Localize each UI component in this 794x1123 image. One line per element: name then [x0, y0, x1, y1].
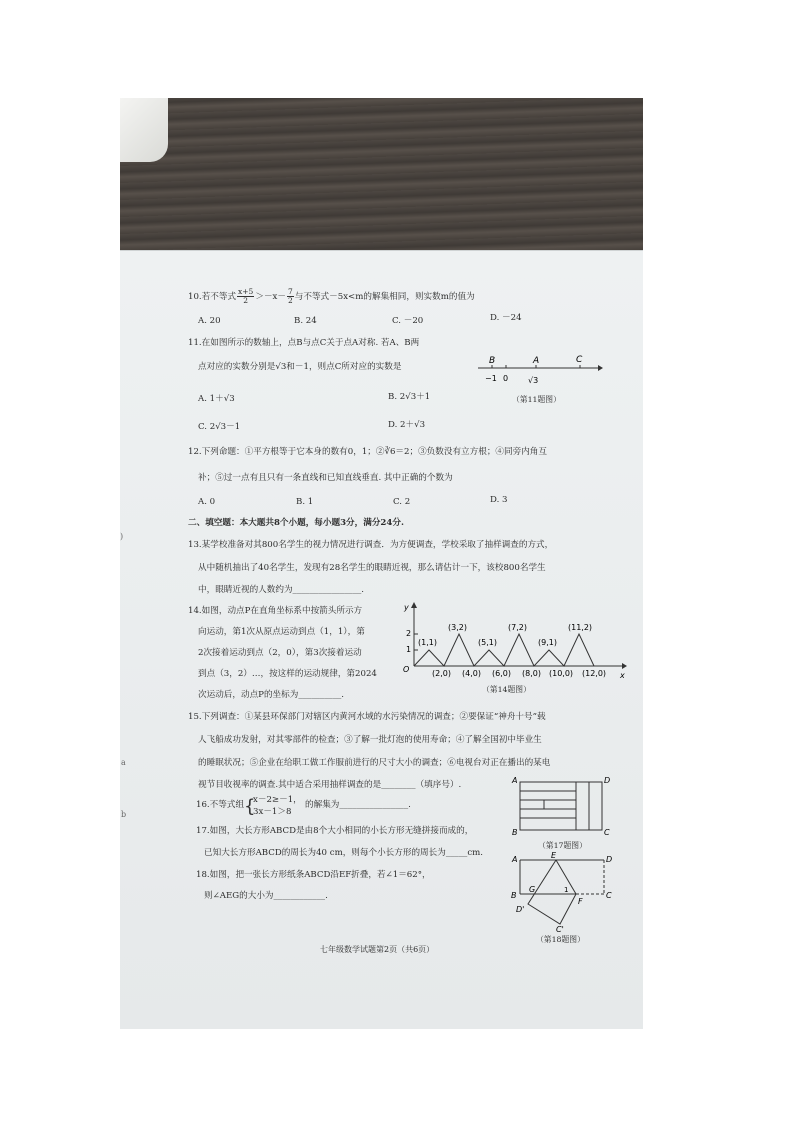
y-axis-arrow: [411, 602, 417, 608]
label-d: D: [604, 776, 611, 785]
q17-rectangle-figure: [506, 774, 614, 840]
q16-inequality-1: x－2≥－1，: [253, 795, 302, 805]
origin-label: O: [403, 665, 410, 674]
q16-brace: {: [244, 796, 256, 817]
margin-mark-b: b: [121, 810, 127, 819]
label-f: F: [578, 897, 583, 906]
margin-mark-a: a: [121, 758, 126, 767]
zigzag-path: [414, 634, 594, 666]
peak-label-5: (9,1): [538, 638, 557, 647]
q13-line-3: 中，眼睛近视的人数约为________________.: [198, 585, 365, 595]
q11-option-c: C. 2√3－1: [198, 422, 241, 432]
bottom-label-3: (6,0): [492, 669, 511, 678]
q10-fraction-1: [237, 288, 254, 305]
q16-inequality-2: 3x－1＞8: [253, 807, 292, 817]
bottom-label-1: (2,0): [432, 669, 451, 678]
q10-post: 与不等式－5x<m的解集相同，则实数m的值为: [294, 292, 475, 302]
q10-option-c: C. －20: [392, 316, 424, 326]
tissue-corner: [120, 98, 168, 162]
page-footer: 七年级数学试题第2页（共6页）: [320, 945, 435, 954]
q10-pre: 10.若不等式: [188, 292, 237, 302]
q15-line-1: 15.下列调查：①某县环保部门对辖区内黄河水域的水污染情况的调查；②要保证“神舟十号”载: [188, 712, 546, 722]
tick-label-zero: 0: [503, 374, 509, 383]
q16-post: 的解集为________________.: [305, 800, 411, 810]
q11-number-line-figure: [470, 350, 605, 390]
q18-caption: （第18题图）: [536, 935, 585, 944]
q15-line-4: 视节目收视率的调查.其中适合采用抽样调查的是________（填序号）.: [198, 780, 462, 790]
q16-pre: 16.不等式组: [196, 800, 245, 810]
point-c-label: C: [576, 355, 583, 365]
label-b: B: [512, 828, 518, 837]
q17-caption: （第17题图）: [538, 841, 587, 850]
label-e: E: [551, 851, 557, 860]
tick-label-sqrt3: √3: [528, 376, 539, 385]
q12-option-c: C. 2: [393, 497, 411, 507]
margin-mark-paren: ): [120, 532, 124, 541]
bottom-label-4: (8,0): [522, 669, 541, 678]
q10-mid: ＞－x－: [255, 292, 286, 302]
q13-line-1: 13.某学校准备对其800名学生的视力情况进行调查．为方便调查，学校采取了抽样调查的方式，: [188, 540, 554, 550]
q10-fraction-2: [287, 288, 294, 305]
q11-line-1: 11.在如图所示的数轴上，点B与点C关于点A对称. 若A、B两: [188, 338, 420, 348]
y-tick-two: 2: [406, 629, 412, 638]
y-tick-one: 1: [406, 645, 412, 654]
q14-line-4: 到点（3，2）…，按这样的运动规律，第2024: [198, 669, 377, 679]
q15-line-2: 人飞船成功发射，对其零部件的检查；③了解一批灯泡的使用寿命；④了解全国初中毕业生: [198, 735, 542, 745]
label-d: D: [606, 855, 613, 864]
y-axis-label: y: [404, 603, 409, 612]
bottom-label-5: (10,0): [549, 669, 574, 678]
q10-frac2-num: 7: [287, 287, 293, 296]
q12-option-d: D. 3: [490, 495, 508, 505]
q14-line-2: 向运动，第1次从原点运动到点（1，1），第: [198, 627, 365, 637]
point-b-label: B: [489, 356, 496, 366]
q14-zigzag-figure: [398, 600, 628, 684]
label-angle-1: 1: [564, 886, 569, 894]
q17-line-1: 17.如图，大长方形ABCD是由8个大小相同的小长方形无缝拼接而成的，: [196, 826, 474, 836]
label-c-prime: C': [556, 925, 564, 934]
label-d-prime: D': [516, 905, 525, 914]
q10-frac1-den: 2: [243, 296, 249, 305]
label-g: G: [529, 885, 536, 894]
number-line-arrow: [598, 365, 603, 371]
peak-label-1: (1,1): [418, 638, 437, 647]
peak-label-2: (3,2): [448, 623, 467, 632]
label-a: A: [512, 855, 518, 864]
q10-option-a: A. 20: [198, 316, 221, 326]
q14-line-3: 2次接着运动到点（2，0），第3次接着运动: [198, 648, 362, 658]
q10-option-d: D. －24: [490, 313, 522, 323]
q18-line-1: 18.如图，把一张长方形纸条ABCD沿EF折叠，若∠1＝62°，: [196, 870, 431, 880]
label-b: B: [511, 891, 517, 900]
q11-option-b: B. 2√3＋1: [388, 392, 431, 402]
q10-frac1-num: x+5: [238, 287, 254, 296]
rect-abcd: [520, 782, 602, 830]
q14-caption: （第14题图）: [482, 685, 531, 694]
q17-line-2: 已知大长方形ABCD的周长为40 cm，则每个小长方形的周长为_____cm.: [204, 848, 484, 858]
q11-option-a: A. 1＋√3: [198, 394, 235, 404]
label-c: C: [604, 828, 610, 837]
q18-fold-figure: [504, 850, 622, 934]
section-fill-in-heading: 二、填空题：本大题共8个小题，每小题3分，满分24分.: [188, 518, 404, 528]
q10-option-b: B. 24: [294, 316, 317, 326]
q12-option-b: B. 1: [296, 497, 314, 507]
bottom-label-6: (12,0): [582, 669, 607, 678]
q18-line-2: 则∠AEG的大小为____________.: [204, 891, 328, 901]
label-c: C: [606, 891, 612, 900]
q14-line-1: 14.如图，动点P在直角坐标系中按箭头所示方: [188, 606, 363, 616]
q12-line-2: 补；⑤过一点有且只有一条直线和已知直线垂直. 其中正确的个数为: [198, 473, 453, 483]
q12-option-a: A. 0: [198, 497, 216, 507]
point-a-label: A: [533, 356, 540, 366]
q15-line-3: 的睡眠状况；⑤企业在给职工做工作服前进行的尺寸大小的调查；⑥电视台对正在播出的某电: [198, 758, 551, 768]
q11-caption: （第11题图）: [512, 395, 561, 404]
q13-line-2: 从中随机抽出了40名学生，发现有28名学生的眼睛近视，那么请估计一下，该校800名学生: [198, 563, 546, 573]
q14-line-5: 次运动后，动点P的坐标为__________.: [198, 690, 345, 700]
q11-option-d: D. 2＋√3: [388, 420, 426, 430]
tick-label-minus-one: −1: [485, 374, 497, 383]
q11-line-2: 点对应的实数分别是√3和－1，则点C所对应的实数是: [198, 362, 402, 372]
x-axis-label: x: [620, 671, 625, 680]
q10-stem: [188, 288, 475, 305]
x-axis-arrow: [622, 663, 627, 669]
q10-frac2-den: 2: [287, 296, 293, 305]
bottom-label-2: (4,0): [462, 669, 481, 678]
peak-label-3: (5,1): [478, 638, 497, 647]
label-a: A: [512, 776, 518, 785]
peak-label-6: (11,2): [568, 623, 593, 632]
peak-label-4: (7,2): [508, 623, 527, 632]
q12-line-1: 12.下列命题：①平方根等于它本身的数有0，1；②∛6＝2；③负数没有立方根；④同旁内角互: [188, 447, 547, 457]
